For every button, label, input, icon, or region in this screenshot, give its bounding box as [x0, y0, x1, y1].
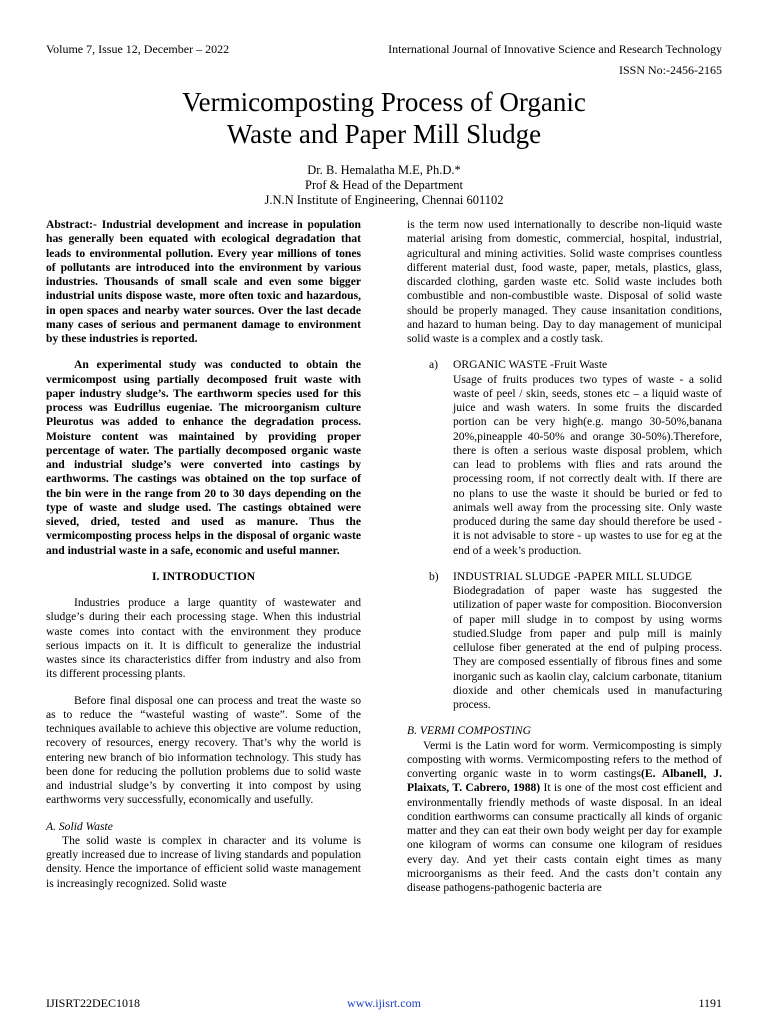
vermi-text-rest: It is one of the most cost efficient and environmentally friendly methods of waste disposal. In an ideal condition earthworms can consume practically all kinds of organic matter and they can eat their own body weight per day for example one kilogram of worms can consume one kilogram of residues every day. And yet their casts contain eight times as many microorganisms as their feed. And the casts don’t contain any disease pathogens-pathogenic bacteria are	[407, 781, 722, 894]
list-item-body: Usage of fruits produces two types of waste - a solid waste of peel / skin, seeds, stones etc – a liquid waste of juice and wash waters. In some fruits the discarded portion can be very high(e.g. mango 30-50%,banana 20%,pineapple 40-50% and orange 30-50%).Therefore, there is often a serious waste disposal problem, which can lead to problems with flies and rats around the processing room, if not correctly dealt with. If there are no plans to use the waste it should be buried or fed to animals well away from the processing site. Only waste produced during the same day should therefore be used - it is not advisable to store - up wastes to use for eg at the end of a week’s production.	[453, 372, 722, 557]
author-institution: J.N.N Institute of Engineering, Chennai 601102	[264, 193, 504, 207]
vermi-composting-paragraph	[407, 739, 722, 896]
paper-code: IJISRT22DEC1018	[46, 996, 140, 1010]
solid-waste-continued: is the term now used internationally to describe non-liquid waste material arising from domestic, commercial, hospital, industrial, agricultural and mining activities. Solid waste comprises countless different material dust, food waste, paper, metals, plastics, glass, discarded clothing, garden waste etc. Solid waste includes both combustible and non-combustible waste. Disposal of solid waste should be properly managed. They cause insanitation conditions, and hazard to human being. Day to day management of municipal solid waste is a complex and a costly task.	[407, 218, 722, 345]
issn-number: ISSN No:-2456-2165	[618, 63, 722, 77]
citation: (E. Albanell, J. Plaixats, T. Cabrero, 1988)	[407, 767, 722, 795]
author-name: Dr. B. Hemalatha M.E, Ph.D.*	[307, 163, 461, 177]
author-position: Prof & Head of the Department	[305, 178, 463, 192]
left-column	[46, 218, 361, 891]
journal-url-link[interactable]: www.ijisrt.com	[347, 996, 421, 1010]
paper-title	[0, 86, 768, 150]
intro-paragraph-1: Industries produce a large quantity of wastewater and sludge’s during their each processing stage. When this industrial waste comes into contact with the environment they produce serious impacts on it. It is difficult to generalize the industrial wastes since its characteristics differ from industry and also from its different processing plants.	[46, 596, 361, 681]
list-item-organic-waste	[407, 358, 722, 558]
title-line-2: Waste and Paper Mill Sludge	[226, 119, 542, 149]
abstract-study-paragraph: An experimental study was conducted to obtain the vermicompost using partially decomposed fruit waste with paper industry sludge’s. The earthworm species used for this process was Eudrillus eugeniae. The microorganism culture Pleurotus was added to enhance the degradation process. Moisture content was maintained by providing proper percentage of water. The partially decomposed organic waste and industrial sludge’s were converted into castings by earthworms. The castings was obtained on the top surface of the bin were in the range from 20 to 30 days depending on the type of waste and sludge used. The castings obtained were sieved, dried, tested and used as manure. Thus the vermicomposting process helps in the disposal of organic waste and industrial waste in a safe, economic and useful manner.	[46, 358, 361, 557]
right-column	[407, 218, 722, 895]
vermi-text-start: Vermi is the Latin word for worm. Vermicomposting is simply composting with worms. Vermicomposting refers to the method of converting organic waste in to worm castings	[407, 738, 722, 780]
abstract-paragraph: Abstract:- Industrial development and increase in population has generally been equated with ecological degradation that leads to environmental pollution. Every year millions of tones of pollutants are introduced into the environment by various industries. Thousands of small scale and even some bigger industrial units dispose waste, more often toxic and hazardous, in open spaces and nearby water sources. Over the last decade many cases of serious and permanent damage to environment by these industries is reported.	[46, 218, 361, 345]
vermi-composting-heading: B. VERMI COMPOSTING	[407, 724, 531, 738]
list-item-body: Biodegradation of paper waste has suggested the utilization of paper waste for composition. Bioconversion of paper mill sludge in to compost by using worms studied.Sludge from paper and pulp mill is mainly cellulose fiber generated at the end of pulping process. They are composed essentially of fibrous fines and some inorganic such as kaolin clay, calcium carbonate, titanium dioxide and other chemicals used in manufacturing process.	[453, 584, 722, 711]
waste-type-list	[407, 358, 722, 712]
list-item-title: INDUSTRIAL SLUDGE -PAPER MILL SLUDGE	[453, 569, 692, 583]
page-number: 1191	[698, 996, 722, 1010]
title-line-1: Vermicomposting Process of Organic	[182, 87, 586, 117]
volume-info: Volume 7, Issue 12, December – 2022	[46, 42, 230, 56]
journal-name: International Journal of Innovative Science and Research Technology	[388, 42, 722, 56]
solid-waste-heading: A. Solid Waste	[46, 819, 113, 833]
intro-paragraph-2: Before final disposal one can process and treat the waste so as to reduce the “wasteful wasting of waste”. Some of the techniques available to achieve this objective are volume reduction, recovery of resources, energy recovery. That’s why the world is entering new branch of bio information technology. This study has been done for reducing the pollution problems due to solid waste and industrial sludge’s by converting it into compost by using earthworms very successfully, economically and usefully.	[46, 693, 361, 807]
list-marker: b)	[429, 569, 439, 583]
list-marker: a)	[429, 358, 439, 372]
solid-waste-paragraph: The solid waste is complex in character and its volume is greatly increased due to increase of living standards and population density. Hence the importance of efficient solid waste management is increasingly recognized. Solid waste	[46, 833, 361, 890]
introduction-heading: I. INTRODUCTION	[151, 569, 256, 583]
list-item-industrial-sludge	[407, 570, 722, 713]
list-item-title: ORGANIC WASTE -Fruit Waste	[453, 358, 608, 372]
author-block	[0, 163, 768, 208]
